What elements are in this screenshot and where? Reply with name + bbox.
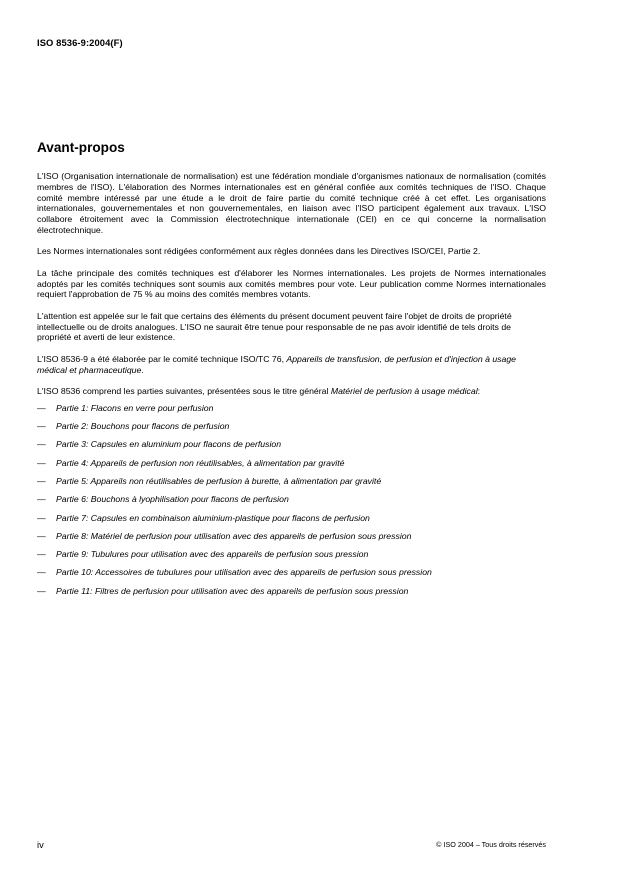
paragraph-directives: Les Normes internationales sont rédigées conformément aux règles données dans les Directives ISO/CEI, Partie 2. — [37, 246, 481, 257]
list-item-text: Partie 3: Capsules en aluminium pour flacons de perfusion — [56, 439, 282, 450]
parts-intro-text: L'ISO 8536 comprend les parties suivantes, présentées sous le titre général — [37, 385, 331, 396]
list-item-text: Partie 4: Appareils de perfusion non réutilisables, à alimentation par gravité — [56, 457, 345, 468]
committee-title: Appareils de transfusion, de perfusion et d'injection à usage médical et pharmaceutique — [37, 353, 517, 375]
list-dash: — — [37, 549, 46, 560]
copyright-notice: © ISO 2004 – Tous droits réservés — [436, 840, 546, 849]
list-item-text: Partie 8: Matériel de perfusion pour utilisation avec des appareils de perfusion sous pression — [56, 530, 412, 541]
list-dash: — — [37, 567, 46, 578]
list-dash: — — [37, 402, 46, 413]
list-item — [37, 458, 546, 476]
list-item-text: Partie 5: Appareils non réutilisables de perfusion à burette, à alimentation par gravité — [56, 475, 382, 486]
list-item-text: Partie 2: Bouchons pour flacons de perfusion — [56, 421, 230, 432]
list-dash: — — [37, 494, 46, 505]
list-dash: — — [37, 457, 46, 468]
list-item-text: Partie 11: Filtres de perfusion pour utilisation avec des appareils de perfusion sous pression — [56, 585, 409, 596]
paragraph-iso-intro: L'ISO (Organisation internationale de normalisation) est une fédération mondiale d'organismes nationaux de normalisation (comités membres de l'ISO). L'élaboration des Normes internationales est en général confiée aux comités techniques de l'ISO. Chaque comité membre intéressé par une étude a le droit de faire partie du comité technique créé à cet effet. Les organisations internationales, gouvernementales et non gouvernementales, en liaison avec l'ISO participent également aux travaux. L'ISO collabore étroitement avec la Commission électrotechnique internationale (CEI) en ce qui concerne la normalisation électrotechnique. — [37, 171, 546, 235]
list-item — [37, 421, 546, 439]
list-item — [37, 476, 546, 494]
paragraph-committee-origin — [37, 354, 546, 376]
paragraph-technical-committees: La tâche principale des comités techniques est d'élaborer les Normes internationales. Les projets de Normes internationales adoptés par les comités techniques sont soumis aux comités membres pour vote. Leur publication comme Normes internationales requiert l'approbation de 75 % au moins des comités membres votants. — [37, 267, 546, 300]
list-item — [37, 531, 546, 549]
list-item-text: Partie 1: Flacons en verre pour perfusion — [56, 402, 214, 413]
page-title: Avant-propos — [37, 140, 125, 155]
paragraph-patent-rights: L'attention est appelée sur le fait que certains des éléments du présent document peuvent faire l'objet de droits de propriété intellectuelle ou de droits analogues. L'ISO ne saurait être tenue pour responsable de ne pas avoir identifié de tels droits de propriété et averti de leur existence. — [37, 310, 512, 343]
parts-intro-suffix: : — [477, 385, 481, 396]
parts-general-title: Matériel de perfusion à usage médical — [330, 385, 478, 396]
list-item-text: Partie 10: Accessoires de tubulures pour utilisation avec des appareils de perfusion sous pression — [56, 567, 432, 578]
committee-text: L'ISO 8536-9 a été élaborée par le comité technique ISO/TC 76, — [37, 353, 287, 364]
committee-suffix: . — [141, 364, 144, 375]
list-dash: — — [37, 585, 46, 596]
list-item-text: Partie 9: Tubulures pour utilisation avec des appareils de perfusion sous pression — [56, 549, 369, 560]
list-item — [37, 403, 546, 421]
parts-list — [37, 403, 546, 604]
list-item-text: Partie 6: Bouchons à lyophilisation pour flacons de perfusion — [56, 494, 289, 505]
foreword-body — [37, 171, 546, 604]
list-item — [37, 567, 546, 585]
list-dash: — — [37, 512, 46, 523]
paragraph-parts-intro — [37, 386, 546, 397]
list-item — [37, 586, 546, 604]
list-item — [37, 494, 546, 512]
list-dash: — — [37, 439, 46, 450]
document-id: ISO 8536-9:2004(F) — [37, 37, 123, 48]
list-item — [37, 439, 546, 457]
page-number: iv — [37, 839, 44, 850]
list-item — [37, 513, 546, 531]
list-dash: — — [37, 421, 46, 432]
list-item-text: Partie 7: Capsules en combinaison aluminium-plastique pour flacons de perfusion — [56, 512, 370, 523]
list-dash: — — [37, 475, 46, 486]
list-item — [37, 549, 546, 567]
list-dash: — — [37, 530, 46, 541]
